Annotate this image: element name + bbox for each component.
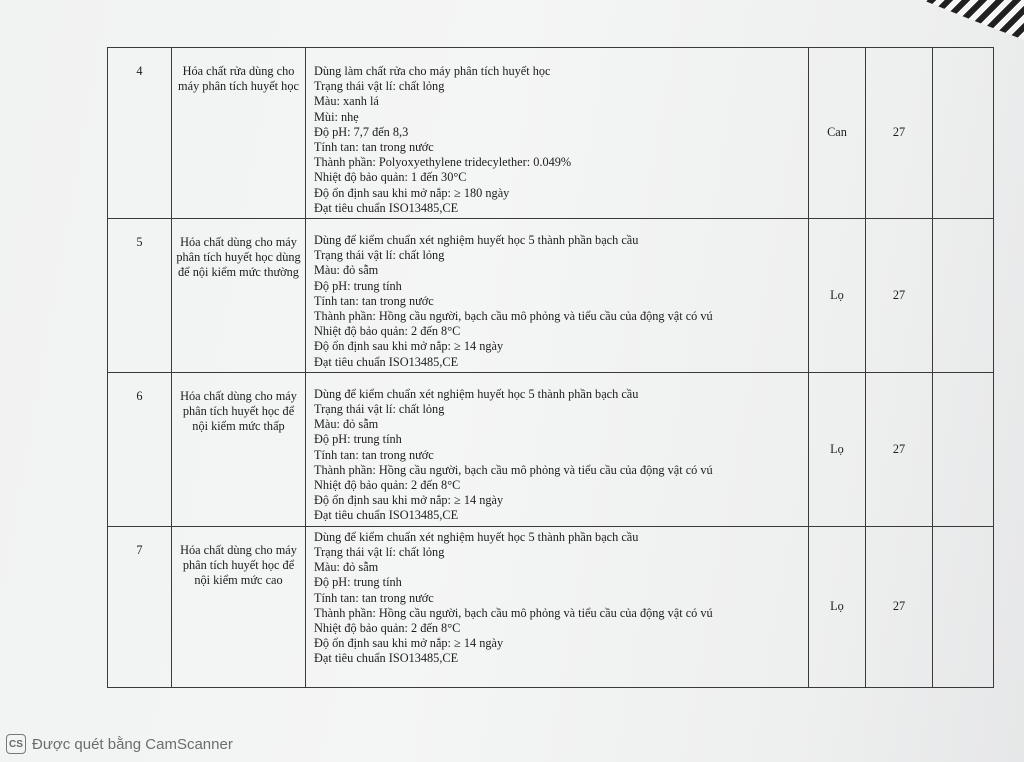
row-number: 4 <box>108 48 172 219</box>
item-description <box>306 372 809 526</box>
item-description <box>306 526 809 687</box>
description-line: Trạng thái vật lí: chất lỏng <box>314 79 445 94</box>
row-number: 6 <box>108 372 172 526</box>
table-row <box>108 372 994 526</box>
description-line: Độ ổn định sau khi mở nắp: ≥ 14 ngày <box>314 339 504 354</box>
item-description <box>306 219 809 373</box>
unit-cell: Can <box>809 48 866 219</box>
description-line: Nhiệt độ bảo quản: 1 đến 30°C <box>314 170 467 185</box>
description-line: Độ ổn định sau khi mở nắp: ≥ 14 ngày <box>314 636 504 651</box>
item-name: Hóa chất dùng cho máy phân tích huyết học để nội kiểm mức cao <box>172 526 306 687</box>
unit-cell: Lọ <box>809 219 866 373</box>
description-line: Dùng làm chất rửa cho máy phân tích huyết học <box>314 64 551 78</box>
description-line: Dùng để kiểm chuẩn xét nghiệm huyết học 5 thành phần bạch cầu <box>314 529 639 544</box>
specification-table <box>107 47 994 688</box>
description-line: Tính tan: tan trong nước <box>314 293 434 308</box>
description-line: Đạt tiêu chuẩn ISO13485,CE <box>314 508 459 523</box>
unit-cell: Lọ <box>809 372 866 526</box>
description-line: Đạt tiêu chuẩn ISO13485,CE <box>314 200 459 215</box>
description-line: Thành phần: Hồng cầu người, bạch cầu mô phỏng và tiểu cầu của động vật có vú <box>314 309 713 324</box>
quantity-cell: 27 <box>866 219 933 373</box>
description-line: Tính tan: tan trong nước <box>314 590 434 605</box>
description-line: Độ pH: trung tính <box>314 278 402 293</box>
quantity-cell: 27 <box>866 526 933 687</box>
empty-cell <box>933 48 994 219</box>
description-line: Nhiệt độ bảo quản: 2 đến 8°C <box>314 324 461 339</box>
description-line: Nhiệt độ bảo quản: 2 đến 8°C <box>314 478 461 493</box>
quantity-cell: 27 <box>866 372 933 526</box>
description-line: Độ pH: 7,7 đến 8,3 <box>314 124 409 139</box>
description-line: Độ ổn định sau khi mở nắp: ≥ 180 ngày <box>314 185 510 200</box>
description-line: Thành phần: Hồng cầu người, bạch cầu mô phỏng và tiểu cầu của động vật có vú <box>314 462 713 477</box>
camscanner-logo-icon: CS <box>6 734 26 754</box>
empty-cell <box>933 372 994 526</box>
scanner-watermark <box>6 734 233 754</box>
table-row <box>108 48 994 219</box>
description-line: Màu: đỏ sẫm <box>314 560 379 575</box>
description-line: Màu: xanh lá <box>314 94 379 109</box>
item-name: Hóa chất dùng cho máy phân tích huyết học dùng để nội kiểm mức thường <box>172 219 306 373</box>
description-line: Đạt tiêu chuẩn ISO13485,CE <box>314 354 459 369</box>
page-corner-pattern <box>894 0 1024 40</box>
description-line: Mùi: nhẹ <box>314 109 359 124</box>
row-number: 5 <box>108 219 172 373</box>
description-line: Thành phần: Hồng cầu người, bạch cầu mô phỏng và tiểu cầu của động vật có vú <box>314 605 713 620</box>
unit-cell: Lọ <box>809 526 866 687</box>
description-line: Trạng thái vật lí: chất lỏng <box>314 248 445 263</box>
description-line: Độ pH: trung tính <box>314 575 402 590</box>
description-line: Đạt tiêu chuẩn ISO13485,CE <box>314 651 459 666</box>
description-line: Màu: đỏ sẫm <box>314 263 379 278</box>
description-line: Trạng thái vật lí: chất lỏng <box>314 402 445 417</box>
table-row <box>108 526 994 687</box>
description-line: Trạng thái vật lí: chất lỏng <box>314 544 445 559</box>
row-number: 7 <box>108 526 172 687</box>
description-line: Tính tan: tan trong nước <box>314 140 434 155</box>
description-line: Dùng để kiểm chuẩn xét nghiệm huyết học 5 thành phần bạch cầu <box>314 233 639 248</box>
watermark-text: Được quét bằng CamScanner <box>32 735 233 753</box>
description-line: Nhiệt độ bảo quản: 2 đến 8°C <box>314 620 461 635</box>
empty-cell <box>933 219 994 373</box>
item-name: Hóa chất rửa dùng cho máy phân tích huyết học <box>172 48 306 219</box>
description-line: Thành phần: Polyoxyethylene tridecylether: 0.049% <box>314 155 572 170</box>
item-name: Hóa chất dùng cho máy phân tích huyết học để nội kiểm mức thấp <box>172 372 306 526</box>
table-row <box>108 219 994 373</box>
description-line: Dùng để kiểm chuẩn xét nghiệm huyết học 5 thành phần bạch cầu <box>314 386 639 401</box>
item-description <box>306 48 809 219</box>
description-line: Tính tan: tan trong nước <box>314 447 434 462</box>
description-line: Độ ổn định sau khi mở nắp: ≥ 14 ngày <box>314 493 504 508</box>
empty-cell <box>933 526 994 687</box>
description-line: Màu: đỏ sẫm <box>314 417 379 432</box>
description-line: Độ pH: trung tính <box>314 432 402 447</box>
quantity-cell: 27 <box>866 48 933 219</box>
